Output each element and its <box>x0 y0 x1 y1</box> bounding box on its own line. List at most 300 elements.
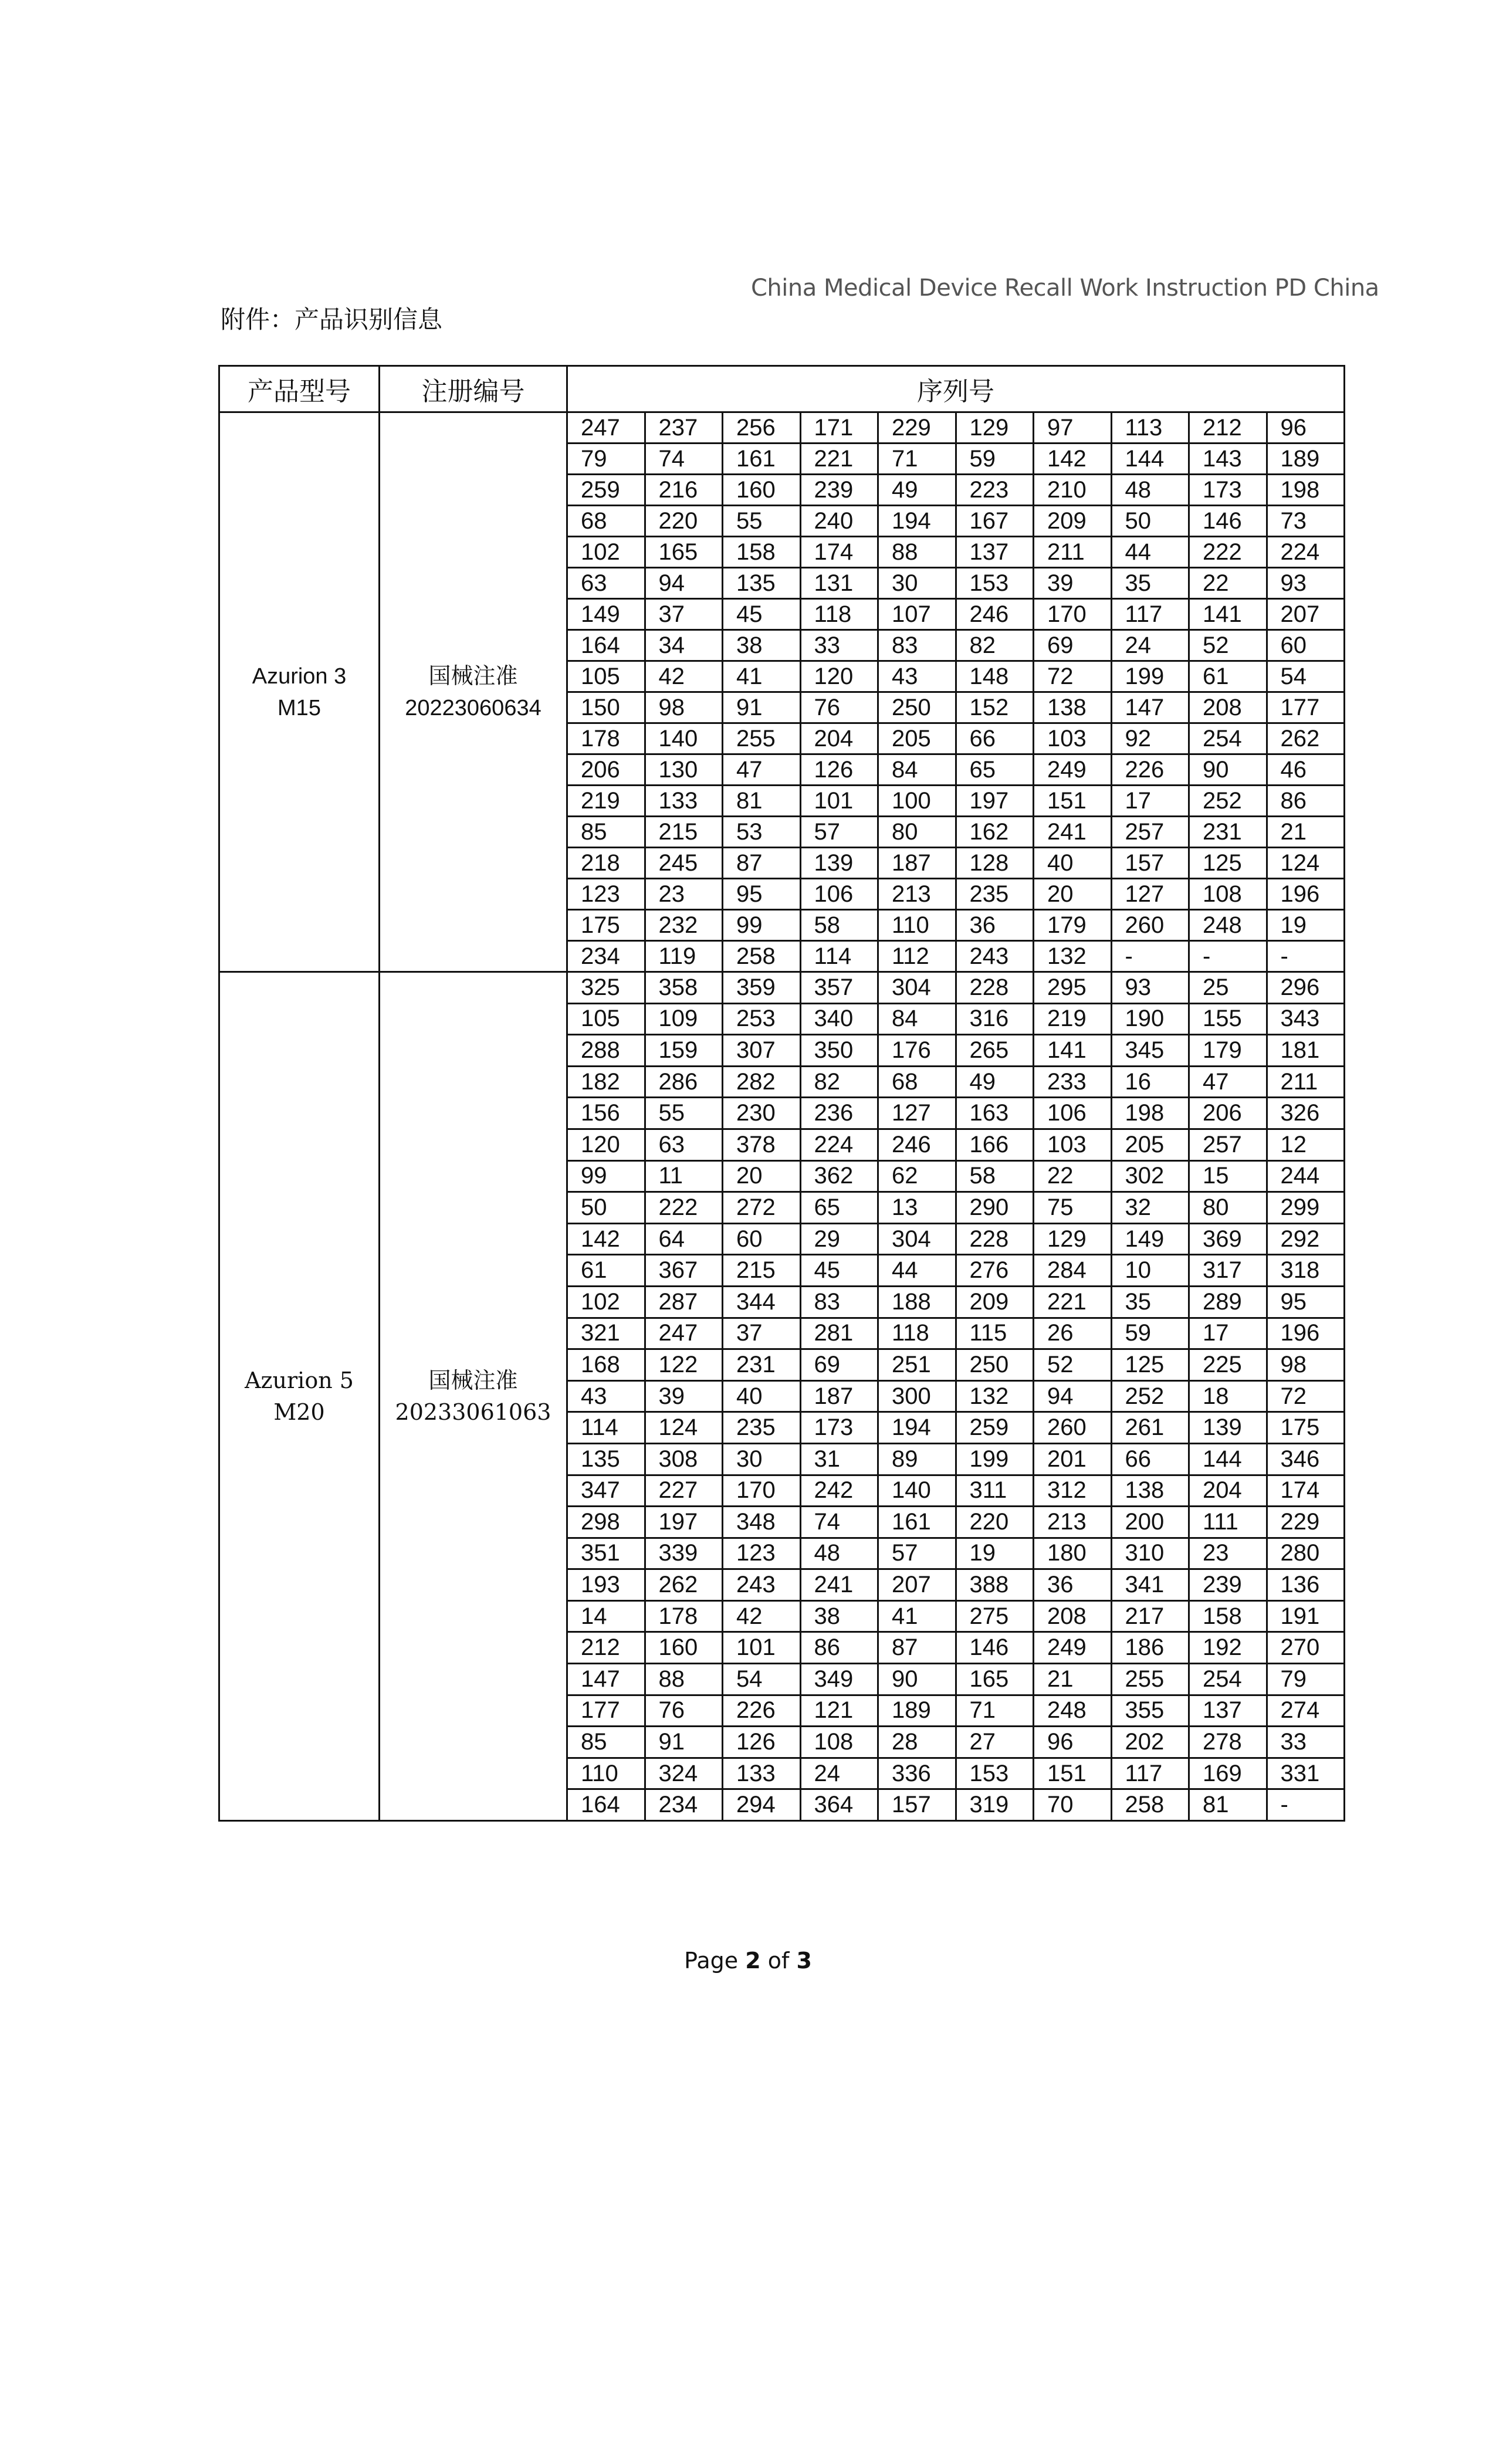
serial-number-cell: 135 <box>567 1443 645 1475</box>
serial-number-cell: 290 <box>956 1192 1034 1224</box>
serial-number-cell: 229 <box>1267 1507 1345 1538</box>
serial-number-cell: 25 <box>1189 972 1267 1004</box>
serial-number-cell: 331 <box>1267 1758 1345 1789</box>
serial-number-cell: 243 <box>956 941 1034 972</box>
serial-number-cell: 255 <box>1111 1664 1189 1695</box>
serial-number-cell: - <box>1189 941 1267 972</box>
serial-number-cell: 79 <box>567 444 645 475</box>
serial-number-cell: 30 <box>878 568 956 599</box>
serial-number-cell: 209 <box>1034 506 1112 537</box>
serial-number-cell: 90 <box>878 1664 956 1695</box>
serial-number-cell: 66 <box>1111 1443 1189 1475</box>
serial-number-cell: 82 <box>956 630 1034 661</box>
serial-number-cell: 324 <box>645 1758 723 1789</box>
serial-number-cell: 170 <box>1034 599 1112 630</box>
serial-number-cell: 144 <box>1189 1443 1267 1475</box>
serial-number-cell: 211 <box>1267 1066 1345 1098</box>
registration-number-cell <box>380 972 567 1821</box>
serial-number-cell: 92 <box>1111 723 1189 754</box>
serial-number-cell: 310 <box>1111 1538 1189 1569</box>
serial-number-cell: 87 <box>723 848 801 879</box>
serial-number-cell: 161 <box>723 444 801 475</box>
serial-number-cell: 21 <box>1034 1664 1112 1695</box>
serial-number-cell: 179 <box>1034 910 1112 941</box>
serial-number-cell: 15 <box>1189 1160 1267 1192</box>
serial-number-cell: 251 <box>878 1349 956 1381</box>
serial-number-cell: 49 <box>878 475 956 506</box>
serial-number-cell: 126 <box>800 754 878 786</box>
serial-number-cell: 126 <box>723 1727 801 1758</box>
serial-number-cell: 247 <box>567 412 645 444</box>
serial-number-cell: 122 <box>645 1349 723 1381</box>
serial-number-cell: 109 <box>645 1003 723 1035</box>
serial-number-cell: 169 <box>1189 1758 1267 1789</box>
serial-number-cell: 132 <box>956 1380 1034 1412</box>
serial-number-cell: 106 <box>800 879 878 910</box>
table-header-row <box>219 366 1345 412</box>
serial-number-cell: 99 <box>723 910 801 941</box>
serial-number-cell: 234 <box>567 941 645 972</box>
serial-number-cell: 161 <box>878 1507 956 1538</box>
serial-number-cell: 120 <box>800 661 878 692</box>
serial-number-cell: 143 <box>1189 444 1267 475</box>
serial-number-cell: 72 <box>1034 661 1112 692</box>
serial-number-cell: 66 <box>956 723 1034 754</box>
serial-number-cell: 45 <box>723 599 801 630</box>
serial-number-cell: 102 <box>567 537 645 568</box>
registration-prefix: 国械注准 <box>428 1368 518 1394</box>
serial-number-cell: 232 <box>645 910 723 941</box>
serial-number-cell: 249 <box>1034 1632 1112 1664</box>
serial-number-cell: 257 <box>1111 817 1189 848</box>
serial-number-cell: 108 <box>800 1727 878 1758</box>
serial-number-cell: 21 <box>1267 817 1345 848</box>
serial-number-cell: 69 <box>800 1349 878 1381</box>
serial-number-cell: 190 <box>1111 1003 1189 1035</box>
serial-number-cell: 220 <box>956 1507 1034 1538</box>
serial-number-cell: 358 <box>645 972 723 1004</box>
serial-number-cell: 235 <box>723 1412 801 1444</box>
serial-number-cell: 228 <box>956 1223 1034 1255</box>
serial-number-cell: 357 <box>800 972 878 1004</box>
serial-number-cell: 164 <box>567 1789 645 1821</box>
serial-number-cell: 350 <box>800 1035 878 1067</box>
product-model-name: Azurion 5 <box>245 1368 354 1394</box>
serial-number-cell: 128 <box>956 848 1034 879</box>
page-current: 2 <box>745 1948 761 1974</box>
serial-number-cell: 17 <box>1189 1318 1267 1349</box>
serial-number-cell: 219 <box>567 786 645 817</box>
serial-number-cell: 49 <box>956 1066 1034 1098</box>
serial-number-cell: 265 <box>956 1035 1034 1067</box>
serial-number-cell: 189 <box>878 1695 956 1727</box>
serial-number-cell: 14 <box>567 1600 645 1632</box>
serial-number-cell: 215 <box>645 817 723 848</box>
serial-number-cell: 123 <box>567 879 645 910</box>
serial-number-cell: 40 <box>1034 848 1112 879</box>
serial-number-cell: 137 <box>1189 1695 1267 1727</box>
serial-number-cell: 196 <box>1267 879 1345 910</box>
serial-number-cell: 124 <box>645 1412 723 1444</box>
serial-number-cell: 105 <box>567 1003 645 1035</box>
serial-number-cell: 276 <box>956 1255 1034 1287</box>
serial-number-cell: 213 <box>1034 1507 1112 1538</box>
serial-number-cell: 222 <box>645 1192 723 1224</box>
serial-number-cell: 364 <box>800 1789 878 1821</box>
serial-number-cell: 61 <box>1189 661 1267 692</box>
serial-number-cell: 94 <box>1034 1380 1112 1412</box>
serial-number-cell: 204 <box>800 723 878 754</box>
serial-number-cell: 43 <box>567 1380 645 1412</box>
serial-number-cell: 278 <box>1189 1727 1267 1758</box>
serial-number-cell: 136 <box>1267 1569 1345 1601</box>
serial-number-cell: 73 <box>1267 506 1345 537</box>
serial-number-cell: 231 <box>723 1349 801 1381</box>
serial-number-cell: 147 <box>1111 692 1189 723</box>
serial-number-cell: 59 <box>1111 1318 1189 1349</box>
serial-number-cell: 98 <box>645 692 723 723</box>
serial-number-cell: 124 <box>1267 848 1345 879</box>
serial-number-cell: 252 <box>1111 1380 1189 1412</box>
serial-number-cell: 33 <box>800 630 878 661</box>
serial-number-cell: 326 <box>1267 1098 1345 1129</box>
serial-number-cell: 378 <box>723 1129 801 1160</box>
serial-number-cell: 318 <box>1267 1255 1345 1287</box>
serial-number-cell: 60 <box>1267 630 1345 661</box>
serial-number-cell: 140 <box>878 1475 956 1507</box>
serial-number-cell: 141 <box>1034 1035 1112 1067</box>
serial-number-cell: 148 <box>956 661 1034 692</box>
serial-number-cell: 359 <box>723 972 801 1004</box>
serial-number-cell: 351 <box>567 1538 645 1569</box>
serial-number-cell: 168 <box>567 1349 645 1381</box>
serial-number-cell: 218 <box>567 848 645 879</box>
serial-number-cell: 205 <box>878 723 956 754</box>
serial-number-cell: 369 <box>1189 1223 1267 1255</box>
serial-number-cell: 60 <box>723 1223 801 1255</box>
serial-number-cell: 236 <box>800 1098 878 1129</box>
serial-number-cell: 226 <box>723 1695 801 1727</box>
serial-number-cell: 131 <box>800 568 878 599</box>
serial-number-cell: 150 <box>567 692 645 723</box>
serial-number-cell: 80 <box>878 817 956 848</box>
serial-number-cell: 349 <box>800 1664 878 1695</box>
serial-number-cell: 118 <box>878 1318 956 1349</box>
serial-number-cell: 198 <box>1111 1098 1189 1129</box>
serial-number-cell: 197 <box>956 786 1034 817</box>
serial-number-cell: 163 <box>956 1098 1034 1129</box>
serial-number-cell: 17 <box>1111 786 1189 817</box>
serial-number-cell: 18 <box>1189 1380 1267 1412</box>
serial-number-cell: 299 <box>1267 1192 1345 1224</box>
serial-number-cell: 244 <box>1267 1160 1345 1192</box>
serial-number-cell: 174 <box>800 537 878 568</box>
serial-number-cell: 175 <box>1267 1412 1345 1444</box>
serial-number-cell: 213 <box>878 879 956 910</box>
serial-number-cell: 142 <box>1034 444 1112 475</box>
serial-number-cell: 239 <box>1189 1569 1267 1601</box>
serial-number-cell: 20 <box>723 1160 801 1192</box>
serial-number-cell: 50 <box>567 1192 645 1224</box>
serial-number-cell: 355 <box>1111 1695 1189 1727</box>
serial-number-cell: 231 <box>1189 817 1267 848</box>
serial-number-cell: 249 <box>1034 754 1112 786</box>
serial-number-cell: 119 <box>645 941 723 972</box>
serial-number-cell: 224 <box>1267 537 1345 568</box>
serial-number-cell: 64 <box>645 1223 723 1255</box>
serial-number-cell: 69 <box>1034 630 1112 661</box>
serial-number-cell: 175 <box>567 910 645 941</box>
serial-number-cell: 55 <box>645 1098 723 1129</box>
serial-number-cell: 96 <box>1267 412 1345 444</box>
serial-number-cell: 221 <box>800 444 878 475</box>
serial-number-cell: 300 <box>878 1380 956 1412</box>
product-model-cell <box>219 972 380 1821</box>
serial-number-cell: 85 <box>567 1727 645 1758</box>
page-of: of <box>760 1948 797 1974</box>
serial-number-cell: 177 <box>1267 692 1345 723</box>
serial-number-cell: 191 <box>1267 1600 1345 1632</box>
serial-number-cell: 171 <box>800 412 878 444</box>
serial-number-cell: 247 <box>645 1318 723 1349</box>
serial-number-cell: 199 <box>1111 661 1189 692</box>
serial-number-cell: 188 <box>878 1286 956 1318</box>
serial-number-cell: 24 <box>1111 630 1189 661</box>
serial-number-cell: 93 <box>1267 568 1345 599</box>
serial-number-cell: 120 <box>567 1129 645 1160</box>
serial-number-cell: 187 <box>878 848 956 879</box>
serial-number-cell: 272 <box>723 1192 801 1224</box>
serial-number-cell: 33 <box>1267 1727 1345 1758</box>
serial-number-cell: 94 <box>645 568 723 599</box>
serial-number-cell: 65 <box>800 1192 878 1224</box>
serial-number-cell: 156 <box>567 1098 645 1129</box>
serial-number-cell: 284 <box>1034 1255 1112 1287</box>
serial-number-cell: 312 <box>1034 1475 1112 1507</box>
serial-number-cell: 295 <box>1034 972 1112 1004</box>
serial-number-cell: 292 <box>1267 1223 1345 1255</box>
serial-number-cell: 82 <box>800 1066 878 1098</box>
product-identification-table <box>218 365 1345 1822</box>
serial-number-cell: 68 <box>567 506 645 537</box>
serial-number-cell: 246 <box>878 1129 956 1160</box>
serial-number-cell: 282 <box>723 1066 801 1098</box>
serial-number-cell: 50 <box>1111 506 1189 537</box>
serial-number-cell: 216 <box>645 475 723 506</box>
serial-number-cell: 110 <box>567 1758 645 1789</box>
serial-number-cell: 11 <box>645 1160 723 1192</box>
serial-number-cell: 141 <box>1189 599 1267 630</box>
serial-number-cell: 202 <box>1111 1727 1189 1758</box>
serial-number-cell: 173 <box>800 1412 878 1444</box>
serial-number-cell: 101 <box>723 1632 801 1664</box>
serial-number-cell: 42 <box>645 661 723 692</box>
serial-number-cell: 211 <box>1034 537 1112 568</box>
serial-number-cell: 117 <box>1111 1758 1189 1789</box>
serial-number-cell: 388 <box>956 1569 1034 1601</box>
serial-number-cell: 155 <box>1189 1003 1267 1035</box>
serial-number-cell: 61 <box>567 1255 645 1287</box>
serial-number-cell: 88 <box>645 1664 723 1695</box>
serial-number-cell: 52 <box>1034 1349 1112 1381</box>
product-model-cell <box>219 412 380 972</box>
serial-number-cell: 115 <box>956 1318 1034 1349</box>
serial-number-cell: 139 <box>1189 1412 1267 1444</box>
serial-number-cell: 254 <box>1189 723 1267 754</box>
serial-number-cell: 19 <box>956 1538 1034 1569</box>
serial-number-cell: 153 <box>956 1758 1034 1789</box>
serial-number-cell: 253 <box>723 1003 801 1035</box>
serial-number-cell: 87 <box>878 1632 956 1664</box>
serial-number-cell: 212 <box>567 1632 645 1664</box>
serial-number-cell: 35 <box>1111 1286 1189 1318</box>
serial-number-cell: 93 <box>1111 972 1189 1004</box>
serial-number-cell: 102 <box>567 1286 645 1318</box>
serial-number-cell: 317 <box>1189 1255 1267 1287</box>
serial-number-cell: 76 <box>800 692 878 723</box>
serial-number-cell: 194 <box>878 506 956 537</box>
serial-number-cell: 165 <box>956 1664 1034 1695</box>
serial-number-cell: 111 <box>1189 1507 1267 1538</box>
serial-number-cell: 10 <box>1111 1255 1189 1287</box>
product-model-variant: M15 <box>277 695 321 720</box>
serial-number-cell: 125 <box>1189 848 1267 879</box>
serial-number-cell: - <box>1267 941 1345 972</box>
serial-number-cell: 261 <box>1111 1412 1189 1444</box>
serial-number-cell: 147 <box>567 1664 645 1695</box>
serial-number-cell: 245 <box>645 848 723 879</box>
serial-number-cell: 46 <box>1267 754 1345 786</box>
serial-number-cell: 260 <box>1111 910 1189 941</box>
serial-number-cell: 112 <box>878 941 956 972</box>
serial-number-cell: 362 <box>800 1160 878 1192</box>
serial-number-cell: 164 <box>567 630 645 661</box>
serial-number-cell: 113 <box>1111 412 1189 444</box>
serial-number-cell: 71 <box>878 444 956 475</box>
serial-number-cell: 166 <box>956 1129 1034 1160</box>
serial-number-cell: 346 <box>1267 1443 1345 1475</box>
serial-number-cell: 106 <box>1034 1098 1112 1129</box>
serial-number-cell: 81 <box>1189 1789 1267 1821</box>
serial-number-cell: 341 <box>1111 1569 1189 1601</box>
serial-number-cell: 86 <box>1267 786 1345 817</box>
serial-number-cell: 63 <box>645 1129 723 1160</box>
serial-number-cell: 54 <box>1267 661 1345 692</box>
serial-number-cell: 343 <box>1267 1003 1345 1035</box>
page-total: 3 <box>796 1948 812 1974</box>
serial-number-cell: 99 <box>567 1160 645 1192</box>
serial-number-cell: 71 <box>956 1695 1034 1727</box>
serial-number-cell: 288 <box>567 1035 645 1067</box>
serial-number-cell: 96 <box>1034 1727 1112 1758</box>
serial-number-cell: 325 <box>567 972 645 1004</box>
serial-number-cell: 153 <box>956 568 1034 599</box>
serial-number-cell: 58 <box>956 1160 1034 1192</box>
serial-number-cell: 250 <box>956 1349 1034 1381</box>
serial-number-cell: 58 <box>800 910 878 941</box>
serial-number-cell: 103 <box>1034 723 1112 754</box>
serial-number-cell: 83 <box>800 1286 878 1318</box>
serial-number-cell: 114 <box>567 1412 645 1444</box>
serial-number-cell: 103 <box>1034 1129 1112 1160</box>
serial-number-cell: 262 <box>1267 723 1345 754</box>
serial-number-cell: 222 <box>1189 537 1267 568</box>
page-label: Page <box>684 1948 746 1974</box>
serial-number-cell: 186 <box>1111 1632 1189 1664</box>
serial-number-cell: 307 <box>723 1035 801 1067</box>
serial-number-cell: - <box>1111 941 1189 972</box>
table-row <box>219 972 1345 1004</box>
serial-number-cell: 132 <box>1034 941 1112 972</box>
serial-number-cell: 75 <box>1034 1192 1112 1224</box>
serial-number-cell: 36 <box>956 910 1034 941</box>
serial-number-cell: 180 <box>1034 1538 1112 1569</box>
serial-number-cell: 146 <box>1189 506 1267 537</box>
serial-number-cell: 38 <box>723 630 801 661</box>
document-header: China Medical Device Recall Work Instruction PD China <box>751 275 1379 302</box>
serial-number-cell: 308 <box>645 1443 723 1475</box>
serial-number-cell: 302 <box>1111 1160 1189 1192</box>
serial-number-cell: 22 <box>1034 1160 1112 1192</box>
serial-number-cell: 321 <box>567 1318 645 1349</box>
serial-number-cell: 248 <box>1189 910 1267 941</box>
serial-number-cell: 304 <box>878 1223 956 1255</box>
serial-number-cell: 157 <box>878 1789 956 1821</box>
registration-prefix: 国械注准 <box>428 664 518 689</box>
serial-number-cell: 88 <box>878 537 956 568</box>
serial-number-cell: 176 <box>878 1035 956 1067</box>
serial-number-cell: 127 <box>1111 879 1189 910</box>
serial-number-cell: 228 <box>956 972 1034 1004</box>
serial-number-cell: 151 <box>1034 1758 1112 1789</box>
serial-number-cell: 16 <box>1111 1066 1189 1098</box>
serial-number-cell: 311 <box>956 1475 1034 1507</box>
serial-number-cell: 233 <box>1034 1066 1112 1098</box>
serial-number-cell: 170 <box>723 1475 801 1507</box>
serial-number-cell: 55 <box>723 506 801 537</box>
serial-number-cell: 139 <box>800 848 878 879</box>
serial-number-cell: 227 <box>645 1475 723 1507</box>
serial-number-cell: 43 <box>878 661 956 692</box>
serial-number-cell: 241 <box>1034 817 1112 848</box>
serial-number-cell: 70 <box>1034 1789 1112 1821</box>
serial-number-cell: 39 <box>1034 568 1112 599</box>
serial-number-cell: 84 <box>878 1003 956 1035</box>
serial-number-cell: 193 <box>567 1569 645 1601</box>
serial-number-cell: 280 <box>1267 1538 1345 1569</box>
serial-number-cell: 42 <box>723 1600 801 1632</box>
serial-number-cell: 48 <box>800 1538 878 1569</box>
serial-number-cell: 23 <box>1189 1538 1267 1569</box>
serial-number-cell: 57 <box>878 1538 956 1569</box>
serial-number-cell: 286 <box>645 1066 723 1098</box>
serial-number-cell: 179 <box>1189 1035 1267 1067</box>
serial-number-cell: 336 <box>878 1758 956 1789</box>
serial-number-cell: 101 <box>800 786 878 817</box>
serial-number-cell: 262 <box>645 1569 723 1601</box>
serial-number-cell: 74 <box>645 444 723 475</box>
serial-number-cell: 44 <box>878 1255 956 1287</box>
header-registration: 注册编号 <box>380 366 567 412</box>
serial-number-cell: 95 <box>723 879 801 910</box>
serial-number-cell: 157 <box>1111 848 1189 879</box>
serial-number-cell: 20 <box>1034 879 1112 910</box>
serial-number-cell: 22 <box>1189 568 1267 599</box>
serial-number-cell: 259 <box>956 1412 1034 1444</box>
serial-number-cell: 367 <box>645 1255 723 1287</box>
serial-number-cell: 83 <box>878 630 956 661</box>
table-row <box>219 412 1345 444</box>
